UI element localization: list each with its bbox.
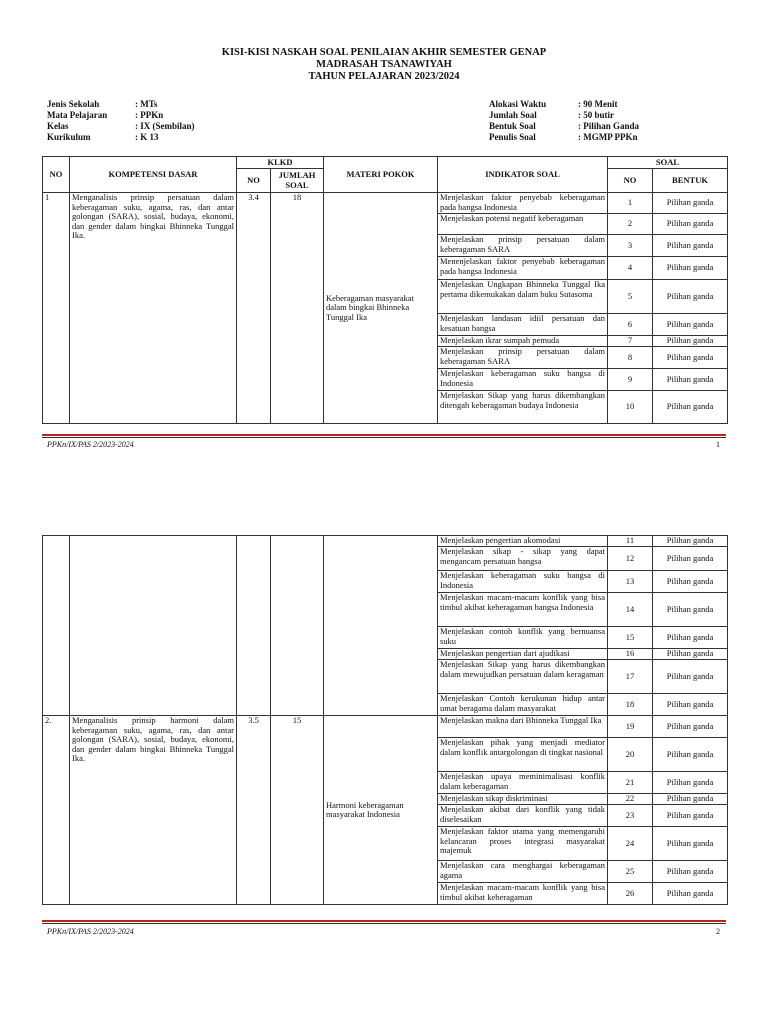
soal-no: 19 bbox=[608, 716, 653, 738]
indikator: Menjelaskan faktor penyebab keberagaman pada bangsa Indonesia bbox=[438, 193, 608, 214]
soal-bentuk: Pilihan ganda bbox=[653, 805, 728, 827]
col-header-kd: KOMPETENSI DASAR bbox=[70, 157, 237, 193]
indikator: Menjelaskan Ungkapan Bhinneka Tunggal Ika pertama dikemukakan dalam buku Sutasoma bbox=[438, 280, 608, 314]
col-header-klkd: KLKD bbox=[237, 157, 324, 169]
soal-no: 3 bbox=[608, 235, 653, 257]
klkd-jumlah: 15 bbox=[271, 716, 324, 905]
info-value: : PPKn bbox=[135, 110, 164, 120]
soal-no: 2 bbox=[608, 214, 653, 235]
indikator: Menjelaskan sikap diskriminasi bbox=[438, 794, 608, 805]
kompetensi-dasar: Menganalisis prinsip harmoni dalam keberagaman suku, agama, ras, dan antar golongan (SARA), sosial, budaya, ekonomi, dan gender dalam bingkai Bhinneka Tunggal Ika. bbox=[70, 716, 237, 905]
footer-rule bbox=[42, 920, 726, 922]
soal-bentuk: Pilihan ganda bbox=[653, 883, 728, 905]
info-left bbox=[47, 99, 195, 143]
soal-bentuk: Pilihan ganda bbox=[653, 861, 728, 883]
soal-no: 26 bbox=[608, 883, 653, 905]
indikator: Menenjelaskan faktor penyebab keberagaman pada bangsa Indonesia bbox=[438, 257, 608, 280]
soal-bentuk: Pilihan ganda bbox=[653, 391, 728, 424]
footer-rule-thin bbox=[42, 437, 726, 438]
info-label: Mata Pelajaran bbox=[47, 110, 108, 120]
klkd-no: 3.5 bbox=[237, 716, 271, 905]
indikator: Menjelaskan keberagaman suku bangsa di Indonesia bbox=[438, 571, 608, 593]
indikator: Menjelaskan macam-macam konflik yang bisa timbul akibat keberagaman bangsa Indonesia bbox=[438, 593, 608, 627]
soal-bentuk: Pilihan ganda bbox=[653, 649, 728, 660]
page-number: 2 bbox=[716, 927, 720, 936]
col-header-materi: MATERI POKOK bbox=[324, 157, 438, 193]
soal-no: 14 bbox=[608, 593, 653, 627]
soal-no: 24 bbox=[608, 827, 653, 861]
page-number: 1 bbox=[716, 440, 720, 449]
info-value: : IX (Sembilan) bbox=[135, 121, 195, 131]
col-header-klkd-no: NO bbox=[237, 169, 271, 193]
page-footer: PPKn/IX/PAS 2/2023-2024 bbox=[47, 927, 134, 936]
soal-bentuk: Pilihan ganda bbox=[653, 794, 728, 805]
soal-no: 22 bbox=[608, 794, 653, 805]
soal-bentuk: Pilihan ganda bbox=[653, 738, 728, 772]
soal-bentuk: Pilihan ganda bbox=[653, 627, 728, 649]
indikator: Menjelaskan sikap - sikap yang dapat mengancam persatuan bangsa bbox=[438, 547, 608, 571]
kisi-table-page1 bbox=[42, 156, 728, 424]
info-value: : Pilihan Ganda bbox=[578, 121, 640, 131]
soal-bentuk: Pilihan ganda bbox=[653, 716, 728, 738]
indikator: Menjelaskan contoh konflik yang bernuansa suku bbox=[438, 627, 608, 649]
soal-bentuk: Pilihan ganda bbox=[653, 257, 728, 280]
doc-title-line3: TAHUN PELAJARAN 2023/2024 bbox=[308, 71, 460, 82]
klkd-no bbox=[237, 536, 271, 716]
doc-title-line2: MADRASAH TSANAWIYAH bbox=[316, 59, 452, 70]
info-label: Alokasi Waktu bbox=[489, 99, 547, 109]
klkd-no: 3.4 bbox=[237, 193, 271, 424]
materi-pokok: Harmoni keberagaman masyarakat Indonesia bbox=[324, 716, 438, 905]
indikator: Menjelaskan prinsip persatuan dalam keberagaman SARA bbox=[438, 235, 608, 257]
info-value: : MGMP PPKn bbox=[578, 132, 638, 142]
col-header-no: NO bbox=[43, 157, 70, 193]
info-value: : K 13 bbox=[135, 132, 159, 142]
info-label: Penulis Soal bbox=[489, 132, 536, 142]
info-value: : 50 butir bbox=[578, 110, 614, 120]
soal-bentuk: Pilihan ganda bbox=[653, 571, 728, 593]
indikator: Menjelaskan pengertian dari ajudikasi bbox=[438, 649, 608, 660]
soal-no: 4 bbox=[608, 257, 653, 280]
klkd-jumlah: 18 bbox=[271, 193, 324, 424]
col-header-soal-bentuk: BENTUK bbox=[653, 169, 728, 193]
soal-bentuk: Pilihan ganda bbox=[653, 214, 728, 235]
soal-bentuk: Pilihan ganda bbox=[653, 536, 728, 547]
soal-no: 16 bbox=[608, 649, 653, 660]
indikator: Menjelaskan upaya meminimalisasi konflik dalam keberagaman bbox=[438, 772, 608, 794]
col-header-klkd-jumlah: JUMLAH SOAL bbox=[271, 169, 324, 193]
doc-title-line1: KISI-KISI NASKAH SOAL PENILAIAN AKHIR SEMESTER GENAP bbox=[221, 47, 547, 58]
soal-bentuk: Pilihan ganda bbox=[653, 347, 728, 369]
soal-bentuk: Pilihan ganda bbox=[653, 193, 728, 214]
soal-bentuk: Pilihan ganda bbox=[653, 280, 728, 314]
soal-no: 8 bbox=[608, 347, 653, 369]
indikator: Menjelaskan Sikap yang harus dikembangkan dalam mewujudkan persatuan dalam keragaman bbox=[438, 660, 608, 694]
row-no: 1 bbox=[43, 193, 70, 424]
kompetensi-dasar bbox=[70, 536, 237, 716]
footer-rule-thin bbox=[42, 923, 726, 924]
kompetensi-dasar: Menganalisis prinsip persatuan dalam keberagaman suku, agama, ras, dan antar golongan (SARA), sosial, budaya, ekonomi, dan gender dalam bingkai Bhinneka Tunggal Ika. bbox=[70, 193, 237, 424]
indikator: Menjelaskan prinsip persatuan dalam keberagaman SARA bbox=[438, 347, 608, 369]
indikator: Menjelaskan macam-macam konflik yang bisa timbul akibat keberagaman bbox=[438, 883, 608, 905]
soal-no: 15 bbox=[608, 627, 653, 649]
soal-bentuk: Pilihan ganda bbox=[653, 314, 728, 336]
soal-no: 10 bbox=[608, 391, 653, 424]
soal-no: 7 bbox=[608, 336, 653, 347]
soal-bentuk: Pilihan ganda bbox=[653, 827, 728, 861]
col-header-indikator: INDIKATOR SOAL bbox=[438, 157, 608, 193]
indikator: Menjelaskan Contoh kerukunan hidup antar umat beragama dalam masyarakat bbox=[438, 694, 608, 716]
soal-bentuk: Pilihan ganda bbox=[653, 694, 728, 716]
indikator: Menjelaskan ikrar sumpah pemuda bbox=[438, 336, 608, 347]
soal-no: 11 bbox=[608, 536, 653, 547]
indikator: Menjelaskan potensi negatif keberagaman bbox=[438, 214, 608, 235]
indikator: Menjelaskan faktor utama yang memengaruhi kelancaran proses integrasi masyarakat majemuk bbox=[438, 827, 608, 861]
soal-no: 12 bbox=[608, 547, 653, 571]
soal-bentuk: Pilihan ganda bbox=[653, 547, 728, 571]
indikator: Menjelaskan akibat dari konflik yang tidak diselesaikan bbox=[438, 805, 608, 827]
soal-no: 18 bbox=[608, 694, 653, 716]
indikator: Menjelaskan keberagaman suku bangsa di Indonesia bbox=[438, 369, 608, 391]
info-label: Kelas bbox=[47, 121, 69, 131]
col-header-soal-no: NO bbox=[608, 169, 653, 193]
soal-no: 17 bbox=[608, 660, 653, 694]
soal-no: 23 bbox=[608, 805, 653, 827]
indikator: Menjelaskan pihak yang menjadi mediator dalam konflik antargolongan di tingkat nasional bbox=[438, 738, 608, 772]
soal-bentuk: Pilihan ganda bbox=[653, 369, 728, 391]
kisi-table-page2 bbox=[42, 535, 728, 905]
soal-bentuk: Pilihan ganda bbox=[653, 336, 728, 347]
info-label: Kurikulum bbox=[47, 132, 91, 142]
klkd-jumlah bbox=[271, 536, 324, 716]
info-label: Jumlah Soal bbox=[489, 110, 537, 120]
soal-no: 20 bbox=[608, 738, 653, 772]
row-no: 2. bbox=[43, 716, 70, 905]
indikator: Menjelaskan pengertian akomodasi bbox=[438, 536, 608, 547]
info-label: Bentuk Soal bbox=[489, 121, 536, 131]
page-footer: PPKn/IX/PAS 2/2023-2024 bbox=[47, 440, 134, 449]
soal-no: 13 bbox=[608, 571, 653, 593]
soal-bentuk: Pilihan ganda bbox=[653, 660, 728, 694]
soal-bentuk: Pilihan ganda bbox=[653, 772, 728, 794]
indikator: Menjelaskan makna dari Bhinneka Tunggal Ika bbox=[438, 716, 608, 738]
soal-no: 6 bbox=[608, 314, 653, 336]
footer-rule bbox=[42, 434, 726, 436]
info-value: : 90 Menit bbox=[578, 99, 618, 109]
info-label: Jenis Sekolah bbox=[47, 99, 100, 109]
soal-bentuk: Pilihan ganda bbox=[653, 235, 728, 257]
soal-no: 1 bbox=[608, 193, 653, 214]
soal-no: 5 bbox=[608, 280, 653, 314]
soal-bentuk: Pilihan ganda bbox=[653, 593, 728, 627]
col-header-soal: SOAL bbox=[608, 157, 728, 169]
soal-no: 25 bbox=[608, 861, 653, 883]
indikator: Menjelaskan landasan idiil persatuan dan kesatuan bangsa bbox=[438, 314, 608, 336]
info-right bbox=[489, 99, 639, 143]
info-value: : MTs bbox=[135, 99, 158, 109]
indikator: Menjelaskan Sikap yang harus dikembangkan ditengah keberagaman budaya Indonesia bbox=[438, 391, 608, 424]
materi-pokok bbox=[324, 536, 438, 716]
indikator: Menjelaskan cara menghargai keberagaman agama bbox=[438, 861, 608, 883]
soal-no: 21 bbox=[608, 772, 653, 794]
soal-no: 9 bbox=[608, 369, 653, 391]
materi-pokok: Keberagaman masyarakat dalam bingkai Bhinneka Tunggal Ika bbox=[324, 193, 438, 424]
row-no bbox=[43, 536, 70, 716]
